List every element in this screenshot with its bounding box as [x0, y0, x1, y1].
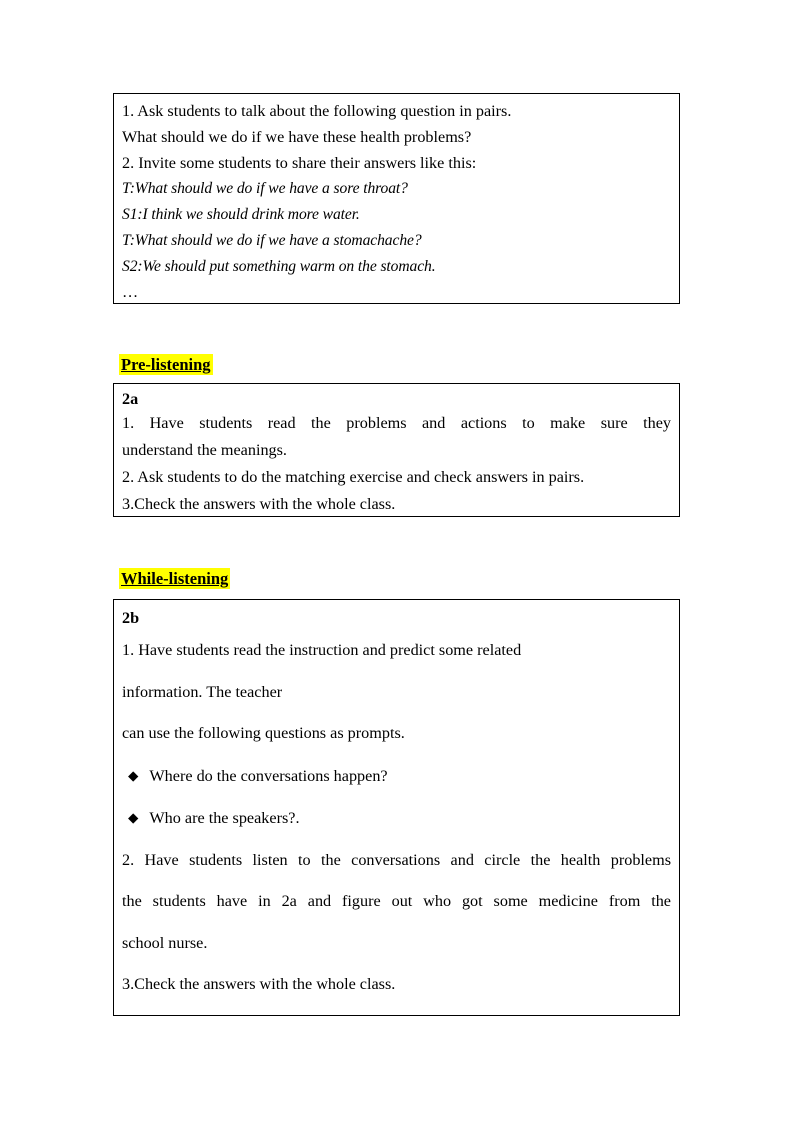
while-listening-line-1: 1. Have students read the instruction and predict some related [122, 641, 522, 659]
dialogue-line-teacher-2: T:What should we do if we have a stomachache? [122, 231, 422, 249]
pre-listening-line-2: understand the meanings. [122, 441, 287, 459]
diamond-bullet-icon: ◆ [128, 810, 139, 825]
dialogue-line-student-1: S1:I think we should drink more water. [122, 206, 360, 224]
prompt-question-1 [122, 755, 671, 798]
pre-listening-line-4: 3.Check the answers with the whole class. [122, 495, 396, 513]
warm-up-box-content [114, 94, 679, 309]
while-listening-line-2: information. The teacher [122, 682, 283, 701]
while-listening-line-5: the students have in 2a and figure out who got some medicine from the [122, 892, 671, 910]
diamond-bullet-icon: ◆ [128, 767, 139, 783]
warm-up-activity-box [113, 93, 680, 304]
pre-listening-line-1: 1. Have students read the problems and actions to make sure they [122, 414, 671, 432]
section-heading-pre-listening [119, 355, 213, 374]
activity-label-2a: 2a [122, 390, 139, 408]
while-listening-line-3: can use the following questions as prompts. [122, 724, 405, 742]
while-listening-line-6: school nurse. [122, 933, 208, 952]
pre-listening-heading-text: Pre-listening [121, 355, 211, 374]
prompt-question-2-text: Who are the speakers?. [149, 809, 300, 827]
activity-label-2b: 2b [122, 609, 140, 627]
while-listening-heading-text: While-listening [121, 569, 229, 588]
while-listening-activity-box [113, 599, 680, 1016]
while-listening-line-4: 2. Have students listen to the conversations and circle the health problems [122, 850, 671, 869]
prompt-question-1-text: Where do the conversations happen? [149, 766, 388, 785]
dialogue-ellipsis: … [122, 282, 140, 301]
pre-listening-activity-box [113, 383, 680, 517]
warm-up-line-2: What should we do if we have these health problems? [122, 127, 472, 146]
pre-listening-box-content [114, 384, 679, 521]
dialogue-line-student-2: S2:We should put something warm on the stomach. [122, 257, 436, 275]
dialogue-line-teacher-1: T:What should we do if we have a sore throat? [122, 180, 408, 198]
prompt-question-2 [122, 797, 671, 840]
section-heading-while-listening [119, 569, 230, 588]
warm-up-line-1: 1. Ask students to talk about the following question in pairs. [122, 102, 512, 120]
while-listening-box-content [114, 600, 679, 1010]
pre-listening-line-3: 2. Ask students to do the matching exercise and check answers in pairs. [122, 468, 585, 486]
while-listening-line-7: 3.Check the answers with the whole class. [122, 975, 396, 993]
warm-up-line-3: 2. Invite some students to share their answers like this: [122, 153, 477, 172]
